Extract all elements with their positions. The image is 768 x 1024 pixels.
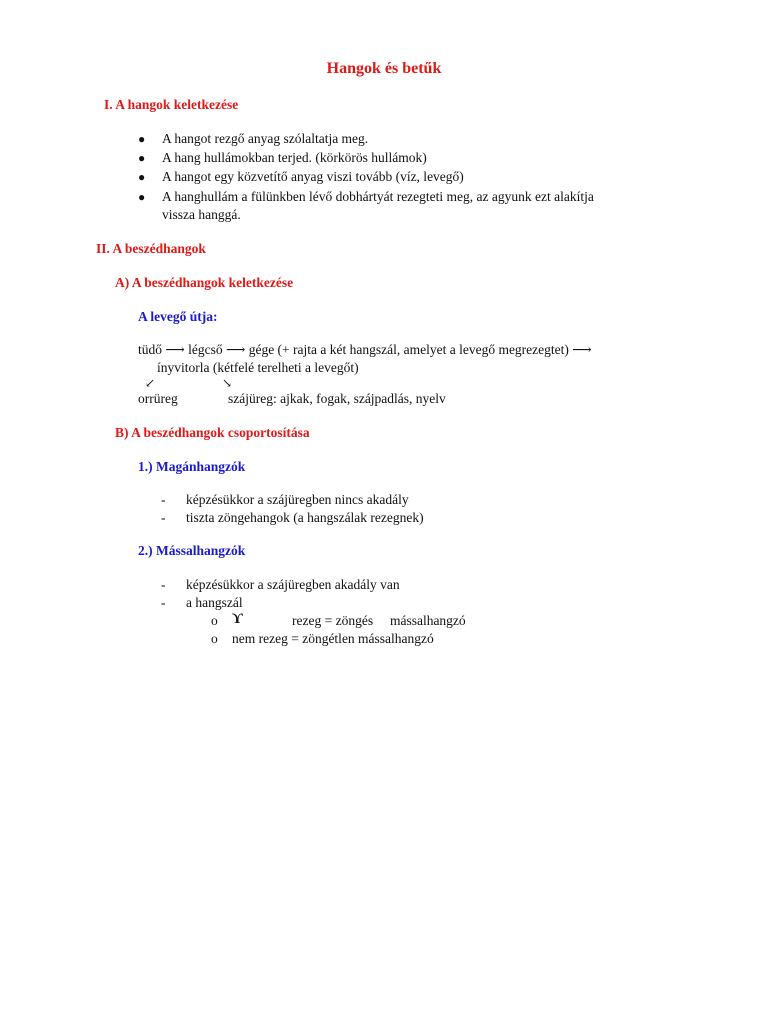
air-path-line-2: ínyvitorla (kétfelé terelheti a levegőt) — [157, 360, 359, 375]
oral-cavity-label: szájüreg: ajkak, fogak, szájpadlás, nyelv — [228, 391, 446, 406]
list-item: A hangot rezgő anyag szólaltatja meg. — [162, 131, 369, 146]
list-item: a hangszál — [186, 595, 243, 610]
vowels-heading: 1.) Magánhangzók — [138, 459, 246, 474]
list-item: tiszta zöngehangok (a hangszálak rezegnek) — [186, 510, 424, 525]
consonants-heading: 2.) Mássalhangzók — [138, 543, 246, 558]
dash-marker: - — [161, 510, 166, 525]
list-item: képzésükkor a szájüregben akadály van — [186, 577, 400, 592]
bullet-icon: ● — [138, 190, 146, 204]
list-item: A hang hullámokban terjed. (körkörös hullámok) — [162, 150, 427, 165]
list-item-continuation: vissza hanggá. — [162, 207, 241, 222]
dash-marker: - — [161, 492, 166, 507]
bullet-icon: ● — [138, 151, 146, 165]
bullet-icon: ● — [138, 170, 146, 184]
sub-list-item: nem rezeg = zöngétlen mássalhangzó — [232, 631, 434, 646]
sub-list-item: rezeg = zöngés mássalhangzó — [292, 613, 466, 628]
subsection-a-heading: A) A beszédhangok keletkezése — [115, 275, 294, 290]
arrow-down-right-icon: ↘ — [222, 376, 233, 390]
list-item: képzésükkor a szájüregben nincs akadály — [186, 492, 409, 507]
air-path-line-1: tüdő ⟶ légcső ⟶ gége (+ rajta a két hangszál, amelyet a levegő megrezegtet) ⟶ — [138, 342, 592, 357]
sub-list-marker: o — [211, 613, 218, 628]
page-title: Hangok és betűk — [326, 60, 442, 77]
nasal-cavity-label: orrüreg — [138, 391, 178, 406]
dash-marker: - — [161, 577, 166, 592]
dash-marker: - — [161, 595, 166, 610]
fork-symbol-icon: ϒ — [232, 611, 243, 627]
section-2-heading: II. A beszédhangok — [96, 241, 206, 256]
section-1-heading: I. A hangok keletkezése — [104, 97, 239, 112]
subsection-b-heading: B) A beszédhangok csoportosítása — [115, 425, 310, 440]
bullet-icon: ● — [138, 132, 146, 146]
list-item: A hangot egy közvetítő anyag viszi tovább (víz, levegő) — [162, 169, 464, 184]
air-path-heading: A levegő útja: — [138, 309, 218, 324]
list-item: A hanghullám a fülünkben lévő dobhártyát rezegteti meg, az agyunk ezt alakítja — [162, 189, 594, 204]
sub-list-marker: o — [211, 631, 218, 646]
arrow-down-left-icon: ↙ — [145, 376, 156, 390]
